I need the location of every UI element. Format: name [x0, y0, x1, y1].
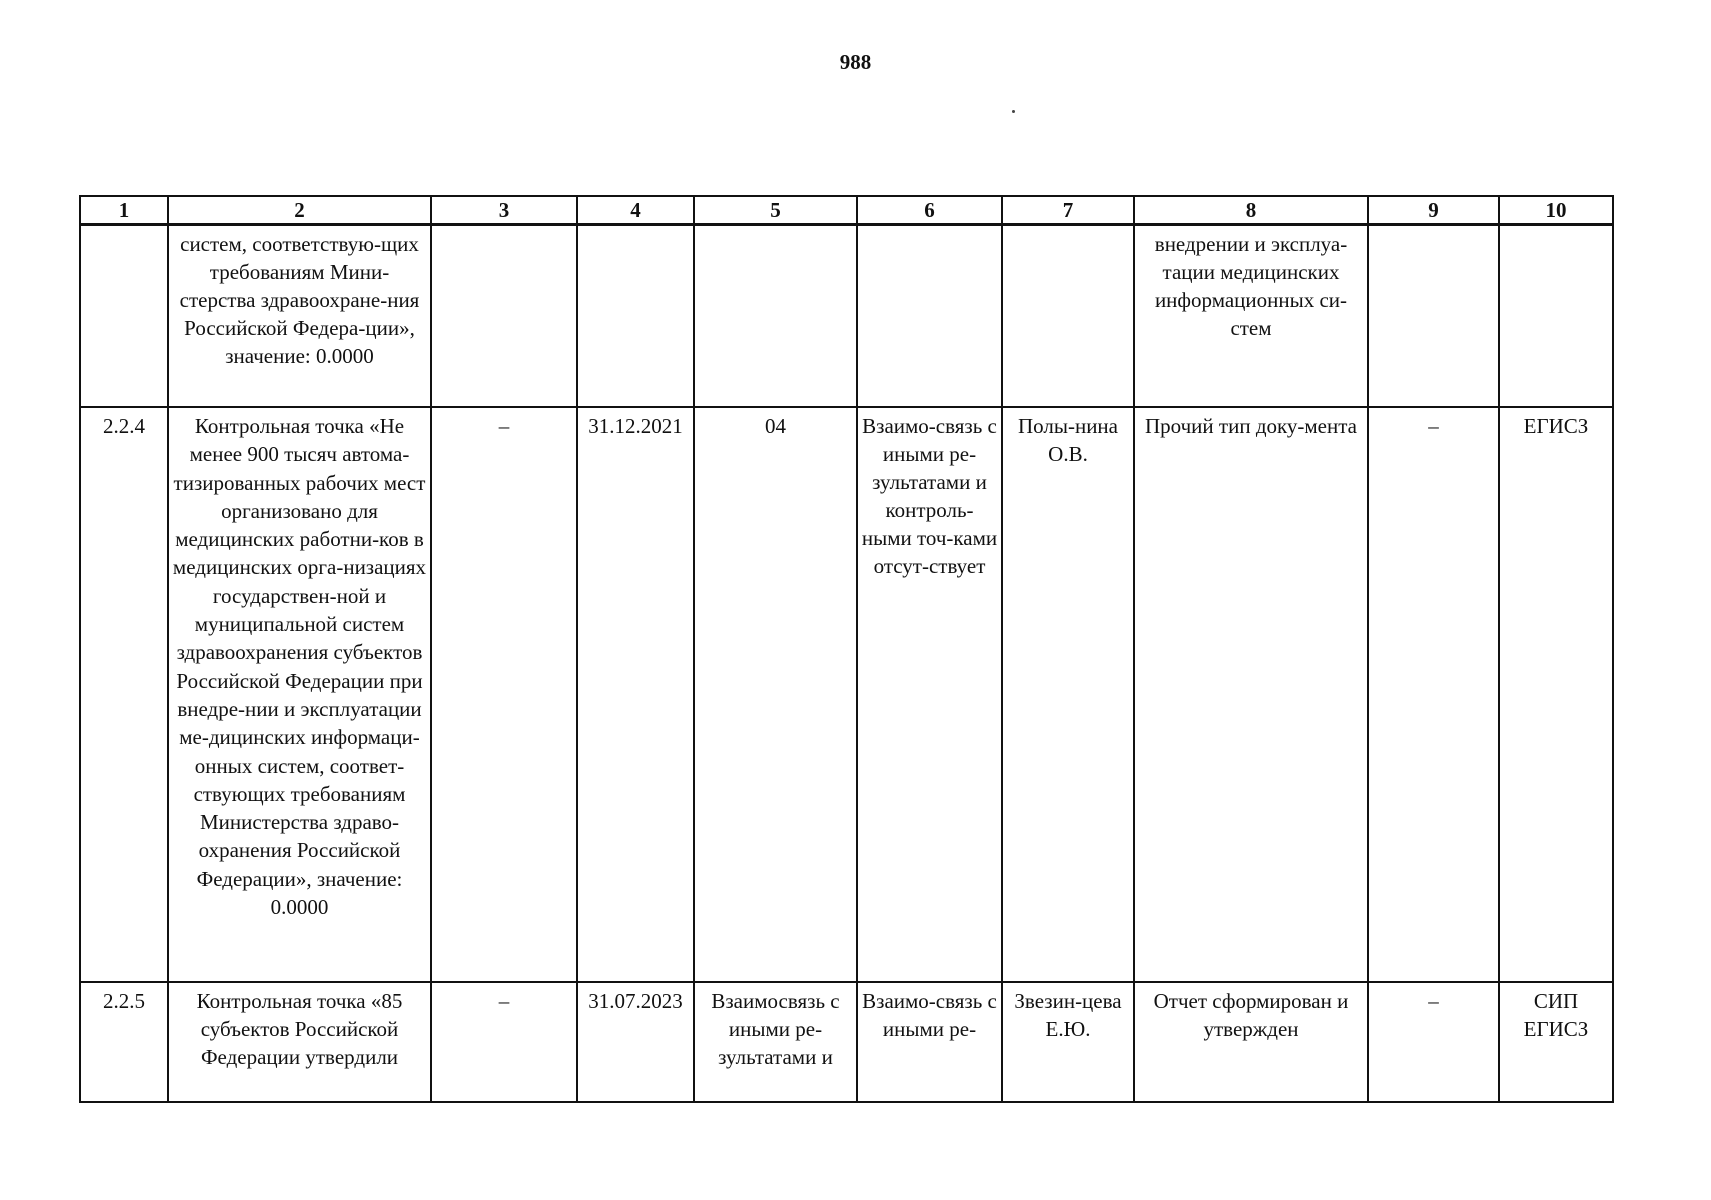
cell-col8: Прочий тип доку-мента: [1134, 407, 1368, 982]
cell-system: ЕГИСЗ: [1499, 407, 1613, 982]
col-header-4: 4: [577, 196, 694, 225]
col-header-9: 9: [1368, 196, 1499, 225]
cell-responsible: [1002, 225, 1134, 408]
cell-system: СИП ЕГИСЗ: [1499, 982, 1613, 1102]
cell-description: Контрольная точка «85 субъектов Российской Федерации утвердили: [168, 982, 431, 1102]
cell-date: 31.12.2021: [577, 407, 694, 982]
cell-col6: [857, 225, 1002, 408]
cell-col8: внедрении и эксплуа-тации медицинских информационных си-стем: [1134, 225, 1368, 408]
cell-description: систем, соответствую-щих требованиям Мини-стерства здравоохране-ния Российской Федера-ции», значение: 0.0000: [168, 225, 431, 408]
col-header-2: 2: [168, 196, 431, 225]
cell-col6: Взаимо-связь с иными ре-: [857, 982, 1002, 1102]
cell-col8: Отчет сформирован и утвержден: [1134, 982, 1368, 1102]
cell-num: [80, 225, 168, 408]
cell-col6: Взаимо-связь с иными ре-зультатами и контроль-ными точ-ками отсут-ствует: [857, 407, 1002, 982]
cell-col3: –: [431, 982, 577, 1102]
cell-responsible: Полы-нина О.В.: [1002, 407, 1134, 982]
cell-col5: Взаимосвязь с иными ре-зультатами и: [694, 982, 857, 1102]
cell-date: [577, 225, 694, 408]
cell-col9: –: [1368, 407, 1499, 982]
col-header-6: 6: [857, 196, 1002, 225]
cell-col5: 04: [694, 407, 857, 982]
cell-col9: –: [1368, 982, 1499, 1102]
col-header-7: 7: [1002, 196, 1134, 225]
col-header-8: 8: [1134, 196, 1368, 225]
col-header-5: 5: [694, 196, 857, 225]
cell-num: 2.2.5: [80, 982, 168, 1102]
col-header-10: 10: [1499, 196, 1613, 225]
cell-date: 31.07.2023: [577, 982, 694, 1102]
table-row-2-2-4: [80, 407, 1613, 982]
col-header-1: 1: [80, 196, 168, 225]
document-table: [79, 195, 1614, 1103]
cell-num: 2.2.4: [80, 407, 168, 982]
page-number: 988: [839, 50, 872, 74]
table-row-2-2-5: [80, 982, 1613, 1102]
table-row-continuation: [80, 225, 1613, 408]
header-row: [80, 196, 1613, 225]
cell-col3: –: [431, 407, 577, 982]
col-header-3: 3: [431, 196, 577, 225]
cell-col9: [1368, 225, 1499, 408]
cell-col3: [431, 225, 577, 408]
cell-responsible: Звезин-цева Е.Ю.: [1002, 982, 1134, 1102]
cell-col5: [694, 225, 857, 408]
scan-speck: [1012, 110, 1015, 113]
cell-system: [1499, 225, 1613, 408]
cell-description: Контрольная точка «Не менее 900 тысяч автома-тизированных рабочих мест организовано для медицинских работни-ков в медицинских орга-низациях государствен-ной и муниципальной систем здравоохранения субъектов Российской Федерации при внедре-нии и эксплуатации ме-дицинских информаци-онных систем, соответ-ствующих требованиям Министерства здраво-охранения Российской Федерации», значение: 0.0000: [168, 407, 431, 982]
